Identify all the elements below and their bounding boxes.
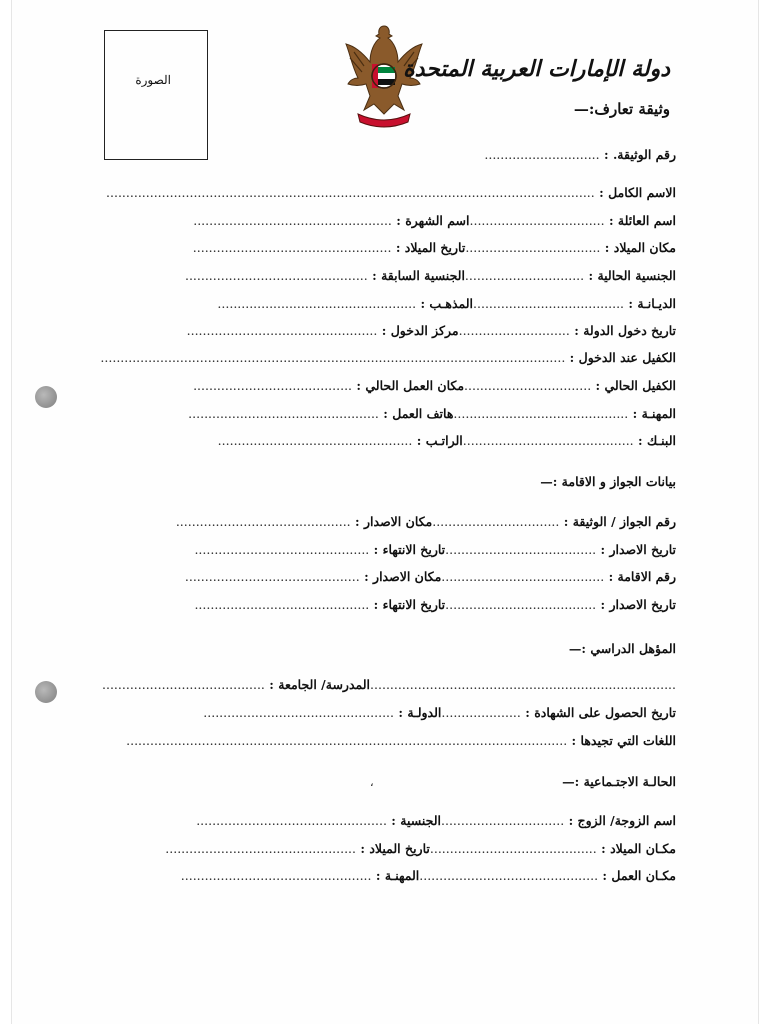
personal-field-input[interactable]: ........................................ <box>193 378 353 393</box>
personal-field-input[interactable]: .................................................. <box>217 296 417 311</box>
personal-field-input[interactable]: ...................................... <box>473 296 625 311</box>
personal-field-label: تاريخ دخول الدولة : <box>574 323 676 338</box>
personal-field-label: مكان العمل الحالي : <box>356 378 465 393</box>
marital-field-label: اسم الزوجة/ الزوج : <box>568 813 676 828</box>
personal-field-input[interactable]: .................................. <box>469 213 605 228</box>
personal-field-input[interactable]: .............................................. <box>184 268 368 283</box>
personal-field-label: مكان الميلاد : <box>604 240 676 255</box>
personal-field-input[interactable]: .................................. <box>465 240 601 255</box>
personal-row <box>86 213 676 231</box>
marital-field-input[interactable]: ................................................ <box>165 841 357 856</box>
education-field-label: الدولـة : <box>398 705 442 720</box>
education-row <box>86 733 676 751</box>
state-name: دولة الإمارات العربية المتحدة <box>403 56 670 82</box>
personal-field-label: الجنسية السابقة : <box>372 268 465 283</box>
marital-field-label: مكـان العمل : <box>602 868 676 883</box>
marital-field-label: تاريخ الميلاد : <box>360 841 430 856</box>
personal-row <box>86 323 676 341</box>
personal-field-label: الاسم الكامل : <box>599 185 676 200</box>
document-number-label: رقم الوثيقة. : <box>603 147 676 162</box>
education-field-label: اللغات التي تجيدها : <box>571 733 676 748</box>
passport-field-input[interactable]: ......................................... <box>441 569 605 584</box>
personal-row <box>86 240 676 258</box>
personal-field-input[interactable]: .............................. <box>464 268 585 283</box>
document-number-field[interactable]: ............................. <box>484 147 600 162</box>
education-field-input[interactable]: ................................................ <box>203 705 395 720</box>
education-field-label: المدرسة/ الجامعة : <box>269 677 371 692</box>
personal-field-input[interactable]: ............................ <box>458 323 570 338</box>
marital-field-input[interactable]: ................................................ <box>196 813 387 828</box>
personal-field-label: المذهـب : <box>420 296 474 311</box>
personal-field-label: الكفيل الحالي : <box>595 378 676 393</box>
marital-field-input[interactable]: ............................... <box>441 813 565 828</box>
personal-field-label: الجنسية الحالية : <box>588 268 676 283</box>
passport-row <box>86 514 676 532</box>
personal-field-input[interactable]: ................................................. <box>217 433 413 448</box>
education-row <box>86 705 676 723</box>
marital-field-label: مكـان الميلاد : <box>601 841 676 856</box>
passport-field-label: تاريخ الانتهاء : <box>373 542 446 557</box>
personal-row <box>86 433 676 451</box>
marital-field-input[interactable]: ............................................. <box>419 868 599 883</box>
personal-field-input[interactable]: .................................................. <box>193 213 392 228</box>
personal-field-label: الراتـب : <box>416 433 463 448</box>
marital-field-input[interactable]: .......................................... <box>429 841 597 856</box>
personal-field-label: اسم العائلة : <box>608 213 676 228</box>
passport-field-input[interactable]: ...................................... <box>445 597 597 612</box>
passport-field-label: تاريخ الاصدار : <box>600 597 676 612</box>
education-field-input[interactable]: ......................................... <box>102 677 265 692</box>
education-field-input[interactable]: ............................................................................. <box>370 677 676 692</box>
document-number-row <box>86 147 676 165</box>
marital-field-label: المهنـة : <box>375 868 420 883</box>
education-field-input[interactable]: .................... <box>441 705 521 720</box>
photo-label: الصورة <box>135 73 171 87</box>
personal-field-input[interactable]: ........................................................................................................................... <box>106 185 595 200</box>
marital-field-label: الجنسية : <box>391 813 442 828</box>
passport-field-input[interactable]: ............................................ <box>194 542 370 557</box>
personal-field-label: اسم الشهرة : <box>396 213 470 228</box>
marital-row <box>86 868 676 886</box>
personal-field-input[interactable]: ............................................ <box>453 406 629 421</box>
binder-hole <box>35 386 57 408</box>
binder-hole <box>35 681 57 703</box>
passport-row <box>86 597 676 615</box>
marital-field-input[interactable]: ................................................ <box>180 868 372 883</box>
personal-field-label: البنـك : <box>638 433 676 448</box>
education-field-input[interactable]: ............................................................................................................... <box>126 733 568 748</box>
document-title: وثيقة تعارف:— <box>573 100 670 118</box>
personal-row <box>86 185 676 203</box>
education-section-title: المؤهل الدراسي :— <box>568 641 676 656</box>
passport-field-label: مكان الاصدار : <box>364 569 442 584</box>
personal-field-input[interactable]: ........................................... <box>462 433 634 448</box>
education-field-label: تاريخ الحصول على الشهادة : <box>525 705 676 720</box>
personal-row <box>86 406 676 424</box>
personal-field-input[interactable]: ................................................ <box>186 323 378 338</box>
passport-field-label: رقم الجواز / الوثيقة : <box>563 514 676 529</box>
passport-field-input[interactable]: ................................ <box>432 514 560 529</box>
personal-field-label: هاتف العمل : <box>383 406 454 421</box>
personal-field-label: مركز الدخول : <box>381 323 459 338</box>
education-row <box>86 677 676 695</box>
personal-field-input[interactable]: ..................................................................................................................... <box>100 350 566 365</box>
passport-field-label: رقم الاقامة : <box>608 569 676 584</box>
personal-field-label: المهنـة : <box>632 406 676 421</box>
personal-field-input[interactable]: ................................................ <box>188 406 379 421</box>
personal-field-label: الكفيل عند الدخول : <box>569 350 676 365</box>
photo-box <box>104 30 208 160</box>
passport-field-input[interactable]: ...................................... <box>445 542 597 557</box>
personal-field-label: الديـانـة : <box>628 296 676 311</box>
passport-field-label: تاريخ الاصدار : <box>600 542 676 557</box>
passport-section-title: بيانات الجواز و الاقامة :— <box>540 474 676 489</box>
marital-row <box>86 813 676 831</box>
passport-field-input[interactable]: ............................................ <box>175 514 351 529</box>
personal-row <box>86 268 676 286</box>
passport-field-input[interactable]: ............................................ <box>194 597 370 612</box>
marital-row <box>86 841 676 859</box>
personal-row <box>86 378 676 396</box>
passport-row <box>86 542 676 560</box>
personal-field-input[interactable]: ................................ <box>464 378 592 393</box>
personal-field-label: تاريخ الميلاد : <box>395 240 466 255</box>
personal-row <box>86 350 676 368</box>
personal-row <box>86 296 676 314</box>
passport-row <box>86 569 676 587</box>
passport-field-label: مكان الاصدار : <box>355 514 433 529</box>
stray-mark: ، <box>370 776 374 789</box>
personal-field-input[interactable]: .................................................. <box>192 240 392 255</box>
marital-section-title: الحالـة الاجتـماعية :— <box>562 774 676 789</box>
passport-field-label: تاريخ الانتهاء : <box>373 597 446 612</box>
passport-field-input[interactable]: ............................................ <box>184 569 360 584</box>
